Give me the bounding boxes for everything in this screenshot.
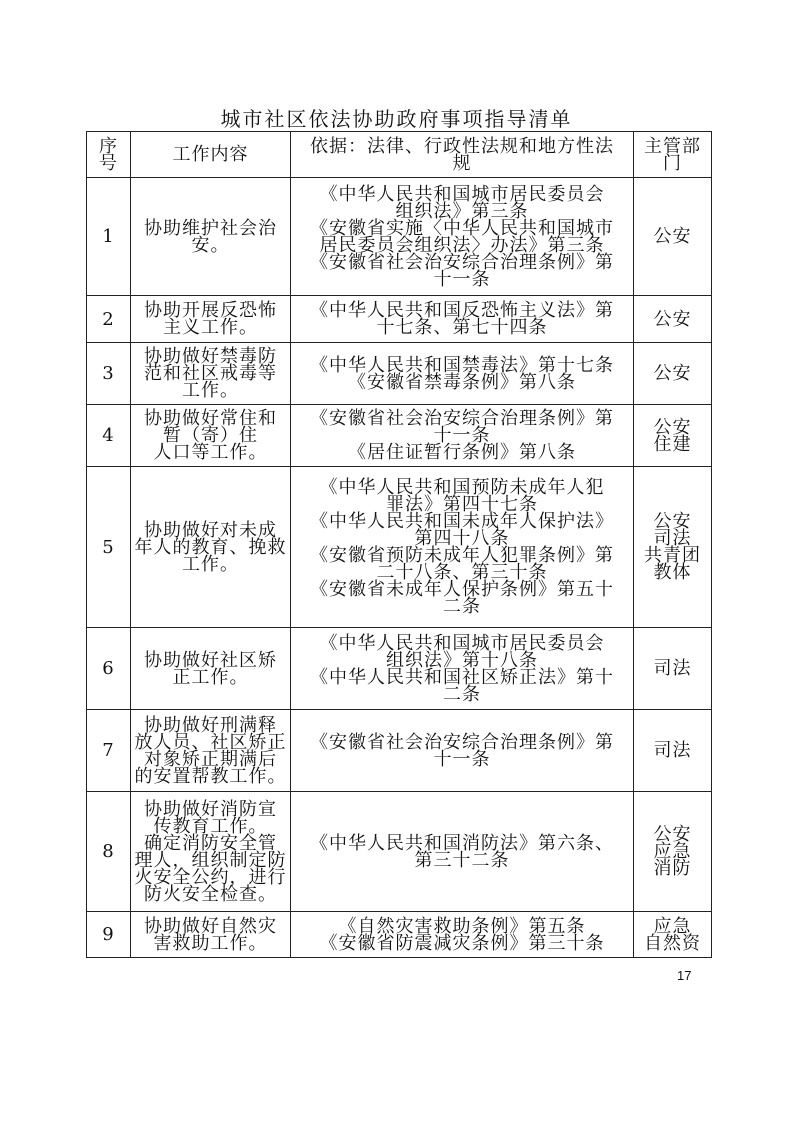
row-basis-line: 《中华人民共和国城市居民委员会	[319, 183, 605, 205]
table-row	[87, 710, 712, 792]
row-content-line: 暂（寄）住	[163, 425, 258, 446]
row-seq: 4	[87, 405, 131, 467]
row-basis-line: 《中华人民共和国城市居民委员会	[319, 632, 605, 654]
row-basis-line: 《中华人民共和国反恐怖主义法》第	[310, 300, 614, 321]
row-content-line: 范和社区戒毒等	[144, 363, 277, 384]
row-dept	[634, 912, 712, 958]
row-content	[131, 405, 291, 467]
row-basis-line: 二条	[443, 683, 481, 705]
table-row	[87, 792, 712, 912]
row-basis-line: 《安徽省社会治安综合治理条例》第	[310, 731, 614, 753]
row-seq: 3	[87, 343, 131, 405]
row-basis	[291, 467, 634, 628]
row-content-line: 主义工作。	[163, 317, 258, 338]
row-content-line: 传教育工作。	[153, 815, 268, 837]
table-row	[87, 912, 712, 958]
table-row	[87, 405, 712, 467]
page-title: 城市社区依法协助政府事项指导清单	[220, 107, 573, 131]
row-content	[131, 467, 291, 628]
row-dept-line: 司法	[653, 528, 692, 549]
row-basis	[291, 343, 634, 405]
row-dept	[634, 467, 712, 628]
row-content	[131, 343, 291, 405]
row-basis-line: 二十八条、第三十条	[376, 562, 548, 583]
row-content-line: 协助做好对未成	[144, 519, 277, 541]
row-basis	[291, 296, 634, 343]
row-content-line: 协助做好自然灾	[144, 915, 277, 937]
row-basis	[291, 792, 634, 912]
row-dept-line: 共青团	[644, 545, 701, 566]
header-basis-line: 规	[452, 152, 472, 174]
table-header-row	[87, 132, 712, 178]
row-basis-line: 《安徽省防震减灾条例》第三十条	[319, 932, 605, 954]
row-seq: 5	[87, 467, 131, 628]
row-basis	[291, 912, 634, 958]
row-content	[131, 912, 291, 958]
row-content-line: 火安全公约，进行	[134, 866, 287, 888]
row-seq: 8	[87, 792, 131, 912]
row-basis-line: 十一条	[433, 425, 491, 446]
row-dept-line: 消防	[653, 858, 692, 879]
row-basis-line: 《中华人民共和国未成年人保护法》	[310, 511, 614, 532]
header-basis	[291, 132, 634, 178]
row-basis-line: 十一条	[433, 748, 491, 770]
row-content-line: 协助做好社区矫	[144, 649, 277, 671]
row-dept	[634, 792, 712, 912]
row-content-line: 的安置帮教工作。	[134, 765, 287, 787]
row-seq: 1	[87, 178, 131, 296]
row-dept-line: 应急	[653, 915, 692, 937]
row-dept	[634, 343, 712, 405]
row-dept-line: 应急	[653, 841, 692, 862]
row-content-line: 人口等工作。	[153, 442, 268, 463]
row-content-line: 工作。	[182, 380, 239, 401]
row-dept-line: 公安	[653, 226, 692, 247]
row-content-line: 正工作。	[172, 666, 249, 688]
row-basis-line: 《安徽省禁毒条例》第八条	[348, 371, 576, 393]
row-content-line: 协助做好刑满释	[144, 714, 277, 736]
row-basis-line: 《中华人民共和国禁毒法》第十七条	[310, 354, 614, 376]
header-seq: 序号	[87, 132, 131, 178]
row-basis	[291, 405, 634, 467]
row-content-line: 防火安全检查。	[144, 883, 277, 905]
row-basis	[291, 710, 634, 792]
row-dept-line: 公安	[653, 308, 692, 330]
row-content-line: 协助做好消防宣	[144, 798, 277, 820]
page-number: 17	[677, 968, 692, 983]
row-basis-line: 居民委员会组织法〉办法》第三条	[319, 234, 605, 256]
row-basis-line: 二条	[443, 596, 481, 617]
header-content: 工作内容	[131, 132, 291, 178]
row-basis-line: 《居住证暂行条例》第八条	[348, 442, 576, 463]
row-content	[131, 792, 291, 912]
row-basis-line: 《安徽省社会治安综合治理条例》第	[310, 408, 614, 429]
row-basis-line: 《安徽省实施〈中华人民共和国城市	[310, 217, 614, 239]
header-dept	[634, 132, 712, 178]
row-content	[131, 178, 291, 296]
row-dept	[634, 405, 712, 467]
table-row	[87, 296, 712, 343]
row-dept-line: 教体	[653, 562, 692, 583]
row-content-line: 协助开展反恐怖	[144, 300, 277, 321]
row-basis-line: 十七条、第七十四条	[376, 317, 548, 338]
row-seq: 2	[87, 296, 131, 343]
table-row	[87, 178, 712, 296]
row-dept	[634, 296, 712, 343]
row-content-line: 协助维护社会治	[144, 217, 277, 239]
row-dept-line: 公安	[653, 416, 692, 438]
row-content-line: 工作。	[182, 553, 239, 575]
row-basis-line: 罪法》第四十七条	[386, 494, 538, 515]
row-content-line: 对象矫正期满后	[144, 748, 277, 770]
row-content-line: 理人，组织制定防	[134, 849, 287, 871]
row-basis-line: 《安徽省预防未成年人犯罪条例》第	[310, 545, 614, 566]
row-dept-line: 自然资	[644, 932, 701, 954]
row-basis-line: 十一条	[433, 268, 491, 290]
row-content-line: 安。	[191, 234, 230, 256]
row-dept-line: 司法	[653, 658, 692, 679]
row-basis	[291, 628, 634, 710]
row-seq: 9	[87, 912, 131, 958]
row-basis-line: 《中华人民共和国社区矫正法》第十	[310, 666, 614, 688]
row-basis-line: 《安徽省社会治安综合治理条例》第	[310, 251, 614, 273]
row-dept	[634, 178, 712, 296]
row-basis	[291, 178, 634, 296]
row-dept-line: 公安	[653, 511, 692, 532]
table-row	[87, 343, 712, 405]
row-basis-line: 组织法》第三条	[395, 200, 529, 222]
row-seq: 7	[87, 710, 131, 792]
row-basis-line: 《中华人民共和国消防法》第六条、	[310, 832, 614, 854]
row-content-line: 害救助工作。	[153, 932, 268, 954]
row-dept	[634, 628, 712, 710]
row-dept-line: 住建	[653, 433, 692, 455]
row-dept-line: 司法	[653, 740, 692, 761]
row-dept-line: 公安	[653, 363, 692, 384]
header-dept-line: 门	[663, 152, 682, 174]
row-dept-line: 公安	[653, 824, 692, 845]
row-content-line: 年人的教育、挽救	[134, 536, 287, 558]
row-basis-line: 第四十八条	[414, 528, 510, 549]
row-content-line: 协助做好常住和	[144, 408, 277, 429]
row-content	[131, 296, 291, 343]
row-content-line: 确定消防安全管	[144, 832, 277, 854]
guidance-table	[86, 131, 712, 958]
row-basis-line: 组织法》第十八条	[386, 649, 538, 671]
header-dept-line: 主管部	[644, 135, 701, 157]
row-seq: 6	[87, 628, 131, 710]
row-content-line: 放人员、社区矫正	[134, 731, 287, 753]
table-row	[87, 467, 712, 628]
table-row	[87, 628, 712, 710]
header-basis-line: 依据：法律、行政性法规和地方性法	[310, 135, 614, 157]
row-basis-line: 《安徽省未成年人保护条例》第五十	[310, 579, 614, 600]
row-content	[131, 710, 291, 792]
row-content-line: 协助做好禁毒防	[144, 346, 277, 367]
row-basis-line: 《自然灾害救助条例》第五条	[338, 915, 586, 937]
row-content	[131, 628, 291, 710]
row-dept	[634, 710, 712, 792]
row-basis-line: 《中华人民共和国预防未成年人犯	[319, 477, 605, 498]
row-basis-line: 第三十二条	[414, 849, 510, 871]
